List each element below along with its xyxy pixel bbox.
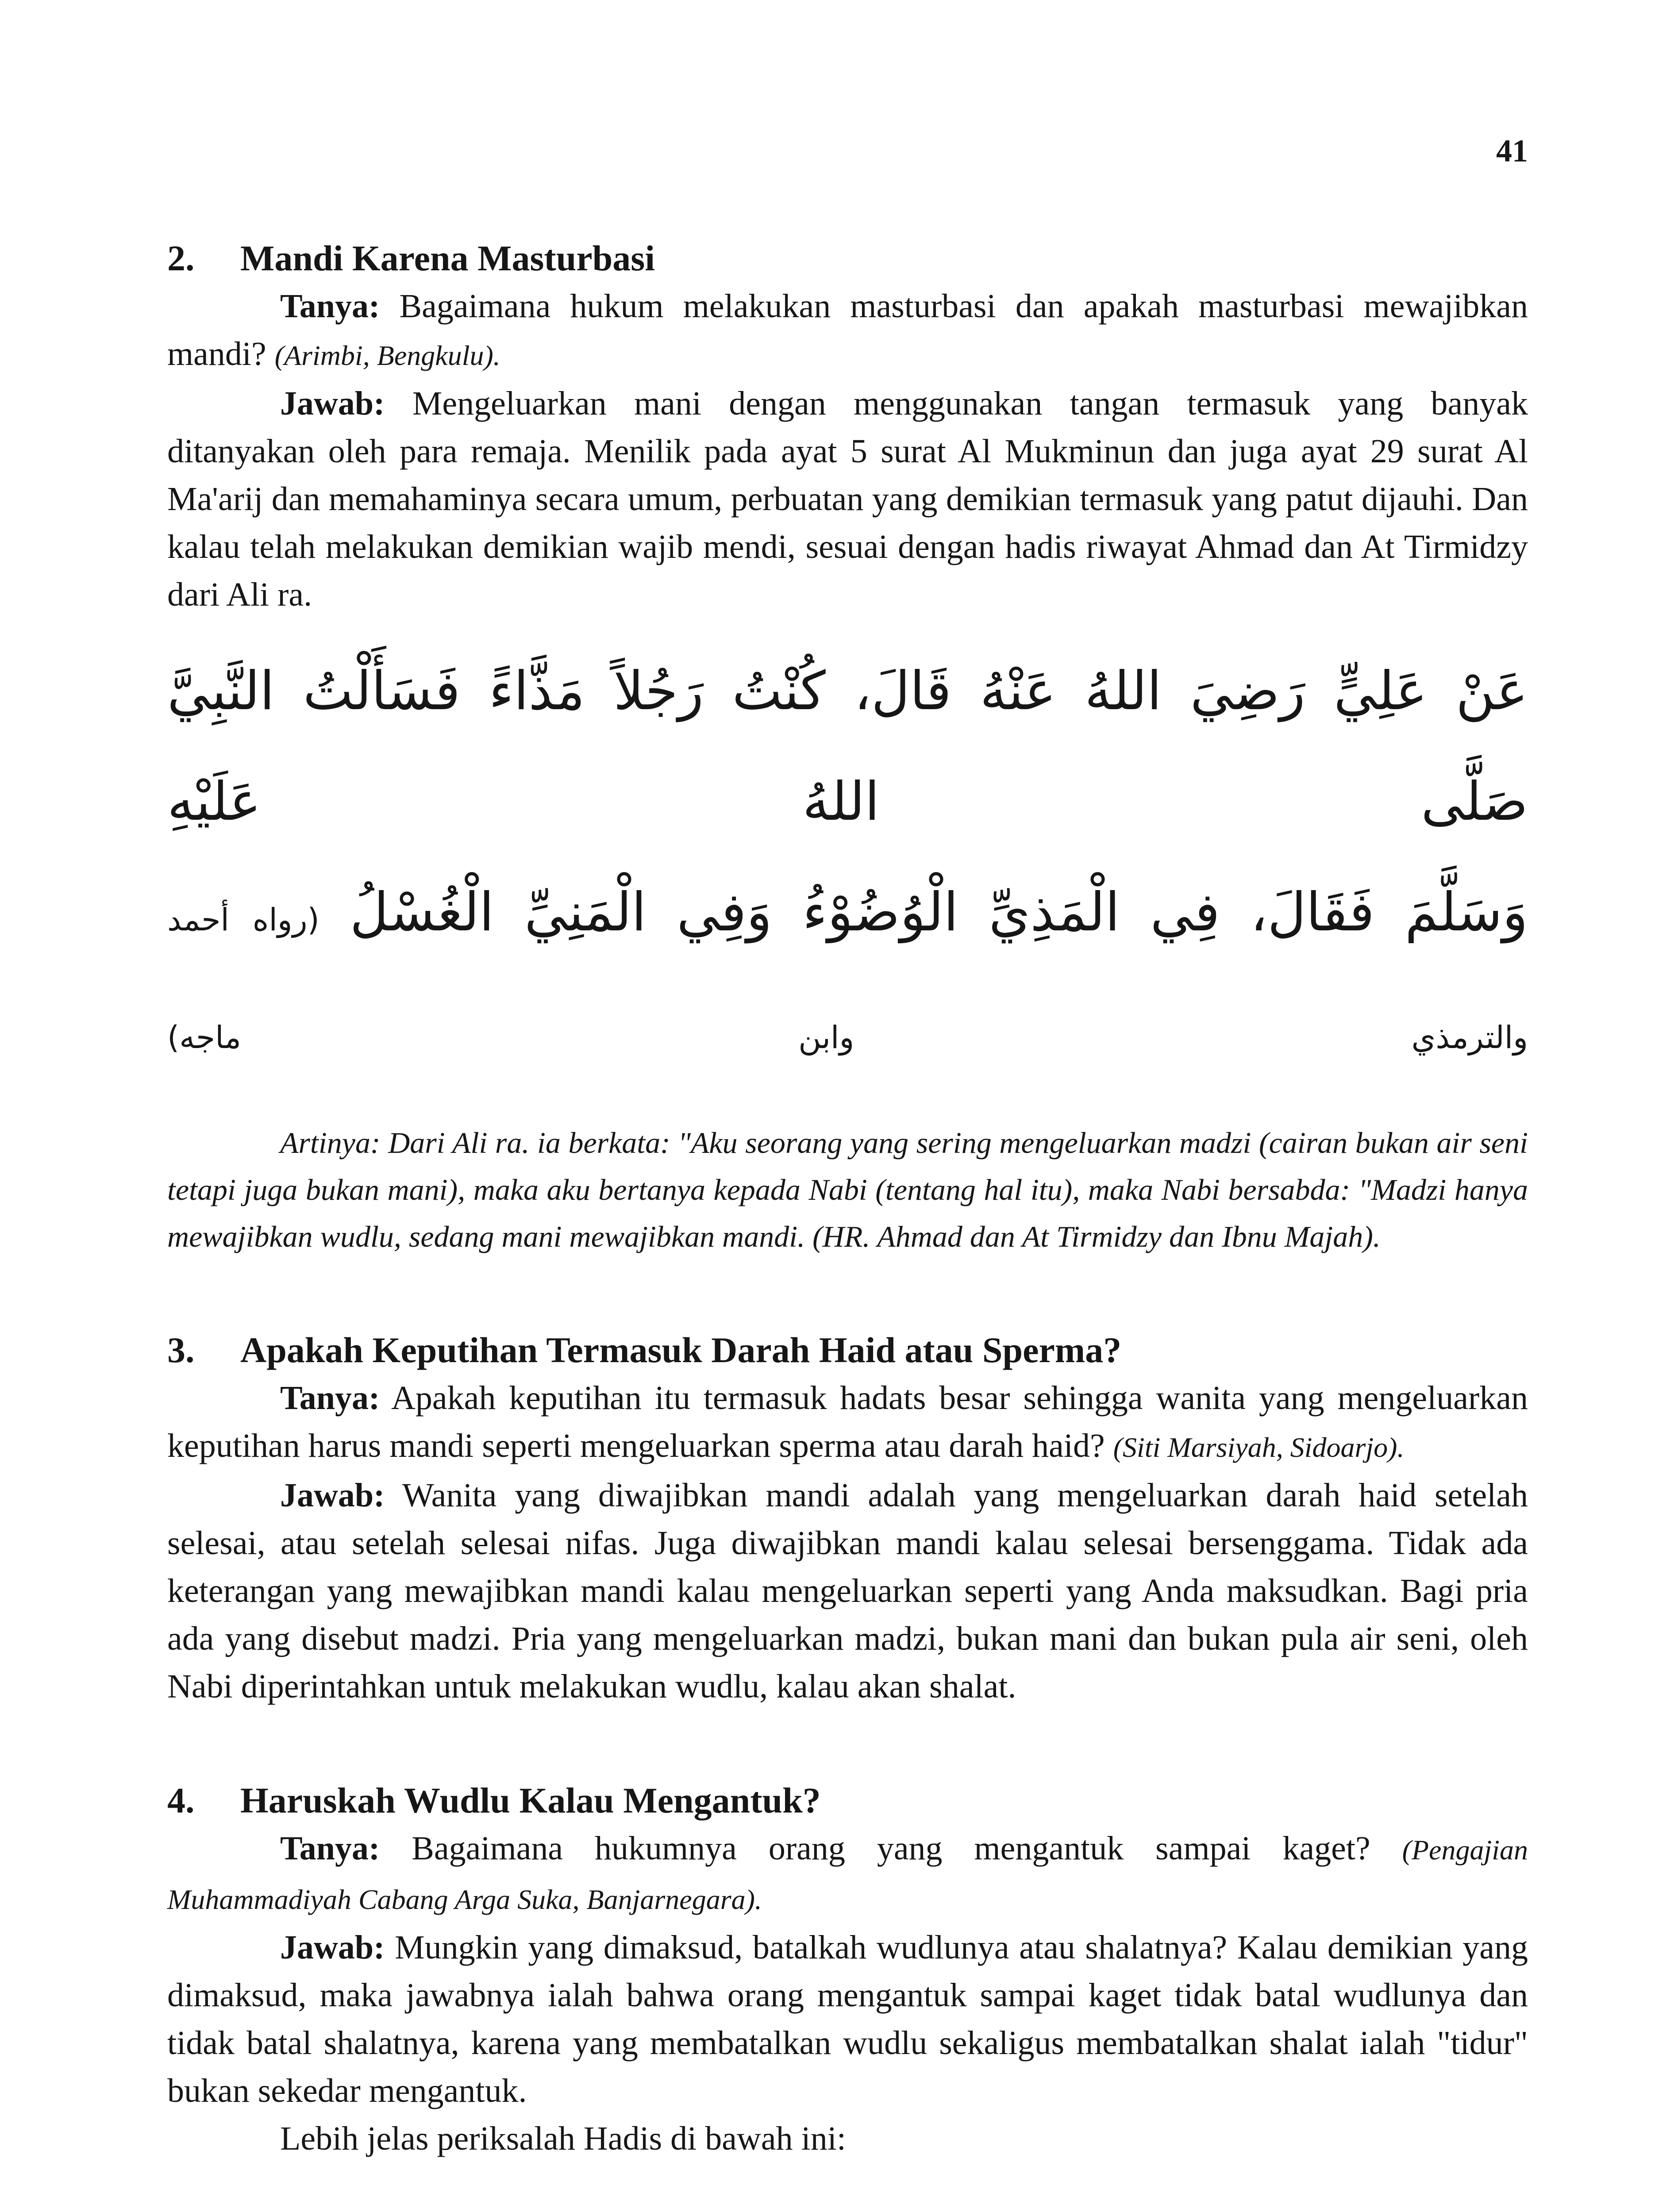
question-text: Bagaimana hukum melakukan masturbasi dan apakah masturbasi mewajibkan mandi? xyxy=(167,288,1528,373)
question-paragraph xyxy=(167,1374,1528,1471)
question-text: Bagaimana hukumnya orang yang mengantuk sampai kaget? xyxy=(412,1830,1370,1867)
answer-label: Jawab: xyxy=(280,1477,385,1514)
question-label: Tanya: xyxy=(280,288,380,325)
arabic-hadith xyxy=(167,636,1528,1093)
section-title: Mandi Karena Masturbasi xyxy=(240,238,655,278)
answer-paragraph xyxy=(167,1471,1528,1710)
section-keputihan xyxy=(167,1326,1528,1710)
section-wudlu-mengantuk xyxy=(167,1777,1528,2162)
question-text: Apakah keputihan itu termasuk hadats besar sehingga wanita yang mengeluarkan keputihan harus mandi seperti mengeluarkan sperma atau darah haid? xyxy=(167,1379,1528,1464)
section-title: Apakah Keputihan Termasuk Darah Haid atau Sperma? xyxy=(240,1330,1122,1370)
question-source: (Arimbi, Bengkulu). xyxy=(274,340,500,371)
section-number: 3. xyxy=(167,1330,195,1370)
answer-text: Mengeluarkan mani dengan menggunakan tangan termasuk yang banyak ditanyakan oleh para remaja. Menilik pada ayat 5 surat Al Mukminun dan juga ayat 29 surat Al Ma'arij dan memahaminya secara umum, perbuatan yang demikian termasuk yang patut dijauhi. Dan kalau telah melakukan demikian wajib mendi, sesuai dengan hadis riwayat Ahmad dan At Tirmidzy dari Ali ra. xyxy=(167,385,1528,613)
arabic-line-1: عَنْ عَلِيٍّ رَضِيَ اللهُ عَنْهُ قَالَ، كُنْتُ رَجُلاً مَذَّاءً فَسَأَلْتُ النَّبِيَّ صَلَّى اللهُ عَلَيْهِ xyxy=(167,661,1528,833)
section-heading xyxy=(167,1326,1528,1374)
arabic-line-2 xyxy=(167,857,1528,1093)
question-source: (Siti Marsiyah, Sidoarjo). xyxy=(1113,1432,1405,1463)
answer-label: Jawab: xyxy=(280,385,385,422)
closing-paragraph: Lebih jelas periksalah Hadis di bawah ini: xyxy=(280,2120,846,2157)
question-label: Tanya: xyxy=(280,1830,380,1867)
page-content xyxy=(167,234,1528,2162)
section-heading xyxy=(167,234,1528,282)
question-paragraph xyxy=(167,282,1528,380)
page-number: 41 xyxy=(1496,133,1528,169)
section-number: 4. xyxy=(167,1780,195,1820)
section-number: 2. xyxy=(167,238,195,278)
answer-text: Wanita yang diwajibkan mandi adalah yang mengeluarkan darah haid setelah selesai, atau setelah selesai nifas. Juga diwajibkan mandi kalau selesai bersenggama. Tidak ada keterangan yang mewajibkan mandi kalau mengeluarkan seperti yang Anda maksudkan. Bagi pria ada yang disebut madzi. Pria yang mengeluarkan madzi, bukan mani dan bukan pula air seni, oleh Nabi diperintahkan untuk melakukan wudlu, kalau akan shalat. xyxy=(167,1477,1528,1705)
section-title: Haruskah Wudlu Kalau Mengantuk? xyxy=(240,1780,821,1820)
question-paragraph xyxy=(167,1824,1528,1924)
question-source: (Pengajian Muhammadiyah Cabang Arga Suka, Banjarnegara). xyxy=(167,1834,1528,1915)
section-mandi-masturbasi xyxy=(167,234,1528,1260)
answer-label: Jawab: xyxy=(280,1929,385,1966)
answer-text: Mungkin yang dimaksud, batalkah wudlunya atau shalatnya? Kalau demikian yang dimaksud, maka jawabnya ialah bahwa orang mengantuk sampai kaget tidak batal wudlunya dan tidak batal shalatnya, karena yang membatalkan wudlu sekaligus membatalkan shalat ialah "tidur" bukan sekedar mengantuk. xyxy=(167,1929,1528,2109)
answer-paragraph xyxy=(167,380,1528,618)
arabic-reference: (رواه أحمد والترمذي وابن ماجه) xyxy=(167,902,1528,1056)
question-label: Tanya: xyxy=(280,1379,380,1417)
answer-paragraph xyxy=(167,1924,1528,2115)
section-heading xyxy=(167,1777,1528,1824)
arabic-line-2-text: وَسَلَّمَ فَقَالَ، فِي الْمَذِيِّ الْوُضُوْءُ وَفِي الْمَنِيِّ الْغُسْلُ xyxy=(350,882,1528,943)
hadith-translation: Artinya: Dari Ali ra. ia berkata: "Aku seorang yang sering mengeluarkan madzi (cairan bukan air seni tetapi juga bukan mani), maka aku bertanya kepada Nabi (tentang hal itu), maka Nabi bersabda: "Madzi hanya mewajibkan wudlu, sedang mani mewajibkan mandi. (HR. Ahmad dan At Tirmidzy dan Ibnu Majah). xyxy=(167,1126,1528,1253)
